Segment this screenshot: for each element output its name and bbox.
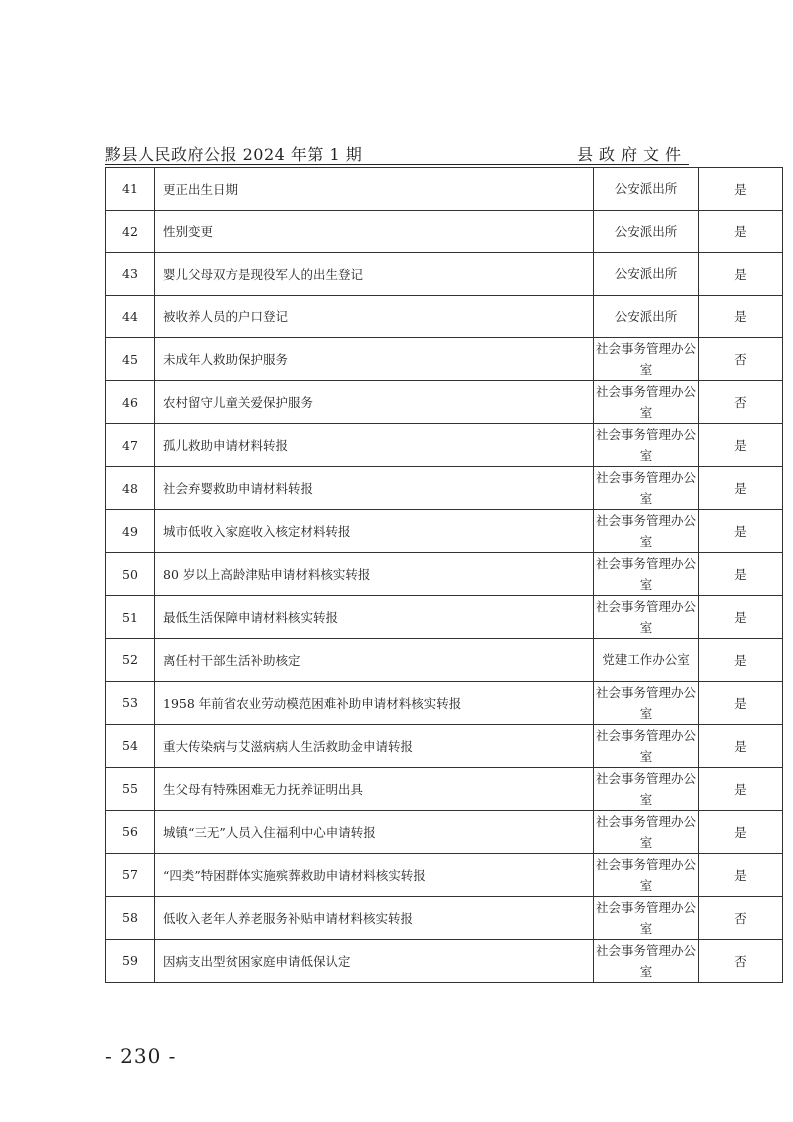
row-item: 1958 年前省农业劳动模范困难补助申请材料核实转报 [155,681,594,724]
page-number: - 230 - [105,1044,177,1068]
table-row [106,639,783,682]
row-department: 社会事务管理办公室 [594,896,699,939]
table-row [106,210,783,253]
row-department: 公安派出所 [594,253,699,296]
row-department: 社会事务管理办公室 [594,467,699,510]
row-flag: 是 [699,553,783,596]
row-department: 社会事务管理办公室 [594,724,699,767]
row-number: 43 [106,253,155,296]
row-number: 58 [106,896,155,939]
table-row [106,553,783,596]
row-department: 公安派出所 [594,168,699,211]
row-department: 社会事务管理办公室 [594,381,699,424]
row-flag: 是 [699,424,783,467]
row-flag: 是 [699,210,783,253]
row-item: 未成年人救助保护服务 [155,338,594,381]
row-item: 农村留守儿童关爱保护服务 [155,381,594,424]
row-number: 57 [106,853,155,896]
row-number: 48 [106,467,155,510]
row-item: 最低生活保障申请材料核实转报 [155,596,594,639]
row-flag: 否 [699,381,783,424]
row-department: 公安派出所 [594,210,699,253]
row-number: 49 [106,510,155,553]
row-department: 社会事务管理办公室 [594,853,699,896]
row-item: 婴儿父母双方是现役军人的出生登记 [155,253,594,296]
row-number: 46 [106,381,155,424]
row-item: 离任村干部生活补助核定 [155,639,594,682]
row-department: 党建工作办公室 [594,639,699,682]
row-item: 低收入老年人养老服务补贴申请材料核实转报 [155,896,594,939]
row-number: 50 [106,553,155,596]
section-title: 县政府文件 [576,145,687,164]
row-flag: 是 [699,724,783,767]
row-department: 社会事务管理办公室 [594,596,699,639]
row-number: 53 [106,681,155,724]
row-number: 59 [106,939,155,982]
row-flag: 否 [699,939,783,982]
row-item: 生父母有特殊困难无力抚养证明出具 [155,767,594,810]
row-department: 社会事务管理办公室 [594,338,699,381]
row-department: 社会事务管理办公室 [594,510,699,553]
row-department: 社会事务管理办公室 [594,424,699,467]
table-row [106,510,783,553]
row-department: 社会事务管理办公室 [594,767,699,810]
row-flag: 是 [699,596,783,639]
row-flag: 是 [699,168,783,211]
table-row [106,168,783,211]
row-item: 孤儿救助申请材料转报 [155,424,594,467]
row-flag: 否 [699,896,783,939]
row-item: 城镇“三无”人员入住福利中心申请转报 [155,810,594,853]
row-flag: 是 [699,295,783,338]
row-number: 56 [106,810,155,853]
row-flag: 否 [699,338,783,381]
row-item: 被收养人员的户口登记 [155,295,594,338]
row-item: 重大传染病与艾滋病病人生活救助金申请转报 [155,724,594,767]
row-number: 47 [106,424,155,467]
table-row [106,424,783,467]
bulletin-title: 黟县人民政府公报 2024 年第 1 期 [105,145,363,164]
table-row [106,295,783,338]
row-item: 因病支出型贫困家庭申请低保认定 [155,939,594,982]
row-number: 45 [106,338,155,381]
service-table [105,167,783,983]
row-flag: 是 [699,681,783,724]
page-header [105,140,689,165]
table-row [106,381,783,424]
row-number: 41 [106,168,155,211]
row-department: 公安派出所 [594,295,699,338]
row-department: 社会事务管理办公室 [594,939,699,982]
row-item: 城市低收入家庭收入核定材料转报 [155,510,594,553]
table-row [106,853,783,896]
row-item: 社会弃婴救助申请材料转报 [155,467,594,510]
row-flag: 是 [699,467,783,510]
table-row [106,939,783,982]
row-flag: 是 [699,639,783,682]
row-number: 54 [106,724,155,767]
row-flag: 是 [699,810,783,853]
table-row [106,681,783,724]
row-flag: 是 [699,767,783,810]
row-number: 51 [106,596,155,639]
table-row [106,338,783,381]
table-row [106,767,783,810]
row-item: 更正出生日期 [155,168,594,211]
table-row [106,896,783,939]
table-row [106,724,783,767]
row-number: 42 [106,210,155,253]
table-row [106,253,783,296]
row-department: 社会事务管理办公室 [594,681,699,724]
row-flag: 是 [699,853,783,896]
row-number: 55 [106,767,155,810]
row-item: “四类”特困群体实施殡葬救助申请材料核实转报 [155,853,594,896]
row-number: 52 [106,639,155,682]
row-flag: 是 [699,510,783,553]
row-department: 社会事务管理办公室 [594,553,699,596]
row-flag: 是 [699,253,783,296]
row-item: 80 岁以上高龄津贴申请材料核实转报 [155,553,594,596]
row-department: 社会事务管理办公室 [594,810,699,853]
row-number: 44 [106,295,155,338]
row-item: 性别变更 [155,210,594,253]
table-row [106,596,783,639]
table-row [106,467,783,510]
table-row [106,810,783,853]
